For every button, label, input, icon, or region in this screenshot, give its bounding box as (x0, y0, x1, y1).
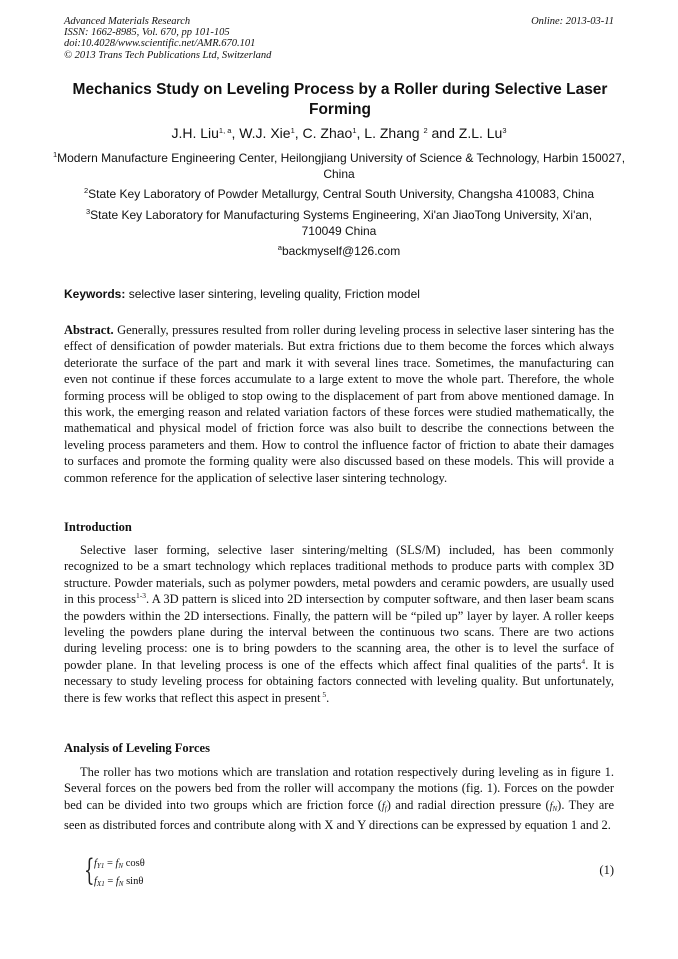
friction-force-symbol: $f_f$ (381, 800, 387, 813)
keywords (64, 287, 624, 302)
affiliation: $^1$Modern Manufacture Engineering Center, Heilongjiang University of Science & Technology, Harbin 150027, China (52, 150, 626, 181)
author-marker: 3 (502, 126, 507, 135)
author: L. Zhang (364, 125, 424, 141)
section-heading-introduction: Introduction (64, 520, 132, 534)
author-list: J.H. Liu$^{1, a}$, W.J. Xie$^1$, C. Zhao$^1$, L. Zhang $^2$ and Z.L. Lu$^3$ (171, 125, 507, 141)
equation-line: $f_{X1} = f_N$ sinθ (94, 876, 144, 888)
keywords-text: selective laser sintering, leveling quality, Friction model (125, 287, 420, 301)
author-marker: 1 (290, 126, 295, 135)
journal-name: Advanced Materials Research (64, 16, 191, 27)
author: Z.L. Lu (458, 125, 503, 141)
analysis-paragraph: The roller has two motions which are translation and rotation respectively during leveling as in figure 1. Several forces on the powers bed from the roller will accompany the motions (fig. 1). Forces on the powder bed can be divided into two groups which are friction force $(f_f)$ and radial direction pressure $(f_N)$. They are seen as distributed forces and contribute along with X and Y directions can be expressed by equation 1 and 2. (64, 765, 615, 833)
copyright-line: © 2013 Trans Tech Publications Ltd, Switzerland (64, 49, 272, 61)
equation-1 (84, 853, 145, 892)
introduction-paragraph: Selective laser forming, selective laser sintering/melting (SLS/M) included, has been commonly recognized to be a smart technology which replaces traditional methods to produce parts with complex 3D structure. Powder materials, such as polymer powders, metal powders and ceramic powders, are usually used in this process$^{1-3}$. A 3D pattern is sliced into 2D intersection by computer software, and then laser beam scans the powders within the 2D intersections. Finally, the pattern will be “piled up” layer by layer. A roller keeps leveling the powders plane during the interval between the continuous two scans. There are two actions during leveling process: one is to bring powders to the scanning area, the other is to level the surface of powder plane. In that leveling process is one of the effects which affect final qualities of the parts$^4$. It is necessary to study leveling process for obtaining factors connected with leveling quality. But unfortunately, there is few works that reflect this aspect in present $^5$. (64, 543, 614, 705)
author: C. Zhao (302, 125, 353, 141)
email: $^a$backmyself@126.com (277, 243, 401, 258)
abstract-text: Generally, pressures resulted from roller during leveling process in selective laser sintering has the effect of densification of powder materials. But extra frictions due to them become the forces which always deteriorate the surface of the part and mark it with several lines trace. Sometimes, the manufacturing can even not continue if these forces accumulate to a large extent to move the whole part. Therefore, the whole forming process will be obliged to stop owing to the displacement of part from above mentioned damage. In this work, the emerging reason and related variation factors of these forces were studied mathematically, the mathematical and physical model of friction force was also built to describe the connections between the leveling process parameters and them. How to control the influence factor of friction to abate their damages to surfaces and promote the forming quality were also discussed based on these models. This will provide a common reference for the application of selective laser sintering technology. (64, 323, 614, 485)
citation: 4 (581, 656, 586, 666)
author-marker: 2 (423, 126, 428, 135)
abstract-label: Abstract. (64, 323, 114, 337)
author-marker: 1, a (218, 126, 232, 135)
pressure-symbol: $f_N$ (549, 800, 558, 813)
author-marker: 1 (352, 126, 357, 135)
online-date: Online: 2013-03-11 (531, 16, 614, 27)
affiliation: $^2$State Key Laboratory of Powder Metallurgy, Central South University, Changsha 410083, China (83, 186, 594, 201)
journal-header (64, 16, 271, 61)
issn-line: ISSN: 1662-8985, Vol. 670, pp 101-105 (64, 27, 230, 39)
equation-line: $f_{Y1} = f_N$ cosθ (94, 858, 145, 870)
doi-line: doi:10.4028/www.scientific.net/AMR.670.101 (64, 38, 256, 50)
abstract (64, 322, 614, 486)
affiliation: $^3$State Key Laboratory for Manufacturing Systems Engineering, Xi'an JiaoTong University, Xi'an, 710049 China (85, 207, 593, 238)
citation: 5 (320, 689, 327, 699)
section-heading-analysis: Analysis of Leveling Forces (64, 741, 210, 755)
citation: 1-3 (135, 591, 146, 601)
equation-number: (1) (599, 863, 614, 877)
author: W.J. Xie (239, 125, 291, 141)
paper-title: Mechanics Study on Leveling Process by a Roller during Selective Laser Forming (72, 81, 608, 118)
author: J.H. Liu (171, 125, 219, 141)
keywords-label: Keywords: (64, 287, 126, 301)
brace-symbol: { (84, 853, 95, 888)
